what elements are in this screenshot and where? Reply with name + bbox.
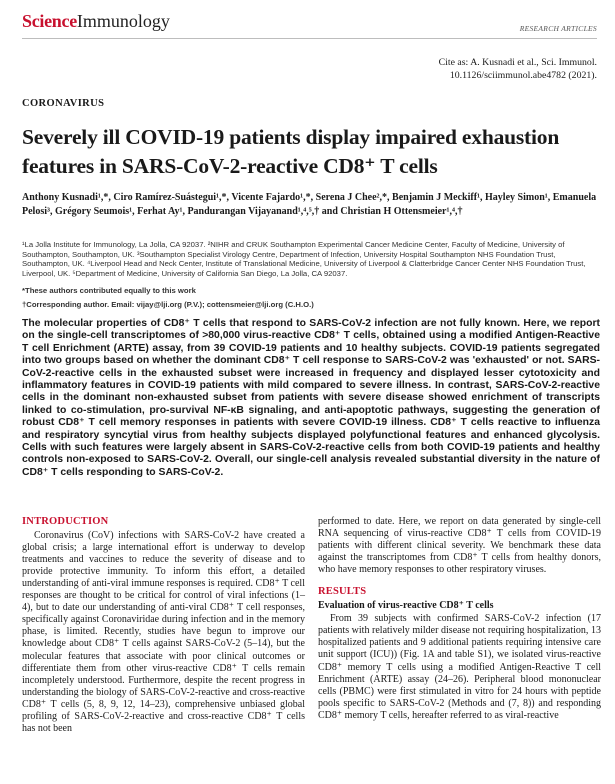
section-label: CORONAVIRUS (22, 98, 105, 109)
author-list: Anthony Kusnadi¹,*, Ciro Ramírez-Suástegui¹,*, Vicente Fajardo¹,*, Serena J Chee²,*, Benjamin J Meckiff¹, Hayley Simon¹, Emanuela Pelosi³, Grégory Seumois¹, Ferhat Ay¹, Pandurangan Vijayanand¹,⁴,⁵,† and Christian H Ottensmeier¹,⁴,† (22, 192, 597, 217)
equal-contribution-note: *These authors contributed equally to this work (22, 286, 196, 295)
results-heading: RESULTS (318, 586, 367, 598)
affiliations: ¹La Jolla Institute for Immunology, La Jolla, CA 92037. ²NIHR and CRUK Southampton Experimental Cancer Medicine Center, Faculty of Medicine, University of Southampton, Southampton, UK. ³Southampton Specialist Virology Centre, Department of Infection, University Hospital Southampton NHS Foundation Trust, Southampton, UK. ⁴Liverpool Head and Neck Center, Institute of Translational Medicine, University of Liverpool & Clatterbridge Cancer Center NHS Foundation Trust, Liverpool, UK. ⁵Department of Medicine, University of California San Diego, La Jolla, CA 92037. (22, 240, 586, 278)
corresponding-author: †Corresponding author. Email: vijay@lji.org (P.V.); cottensmeier@lji.org (C.H.O.) (22, 300, 314, 309)
body-column-right (318, 516, 601, 722)
introduction-continued: performed to date. Here, we report on data generated by single-cell RNA sequencing of virus-reactive CD8⁺ T cells from COVID-19 patients with different clinical severity. We benchmark these data against the transcriptomes from CD8⁺ T cells from healthy donors, who have memory responses to other respiratory viruses. (318, 516, 601, 576)
citation (439, 56, 597, 82)
results-subheading: Evaluation of virus-reactive CD8⁺ T cells (318, 600, 494, 612)
article-type-label: RESEARCH ARTICLES (519, 24, 597, 33)
header-divider (22, 38, 597, 39)
introduction-paragraph: Coronavirus (CoV) infections with SARS-CoV-2 have created a global crisis; a large international effort is underway to develop treatments and vaccines to reduce the severity of disease and to provide protective immunity. To inform this effort, a detailed understanding of anti-viral immune responses is required. CD8⁺ T cell responses are thought to be critical for control of viral infections (1–4), but to date our understanding of anti-viral CD8⁺ T cell responses, specifically against Coronaviridae during infection and in the memory phase, is limited. Recently, studies have begun to improve our knowledge about CD8⁺ T cells against SARS-CoV-2 (5–14), but the molecular features that associate with poor clinical outcomes or differentiate them from other virus-reactive CD8⁺ T cells remain incompletely understood. Furthermore, despite the recent progress in understanding the biology of SARS-CoV-2-reactive and cross-reactive CD8⁺ T cells (5, 8, 9, 12, 14–23), comprehensive unbiased global profiling of SARS-CoV-2-reactive and cross-reactive CD8⁺ T cells has not been (22, 530, 305, 734)
citation-line-1: Cite as: A. Kusnadi et al., Sci. Immunol. (438, 57, 597, 68)
journal-logo: ScienceImmunology (22, 11, 170, 31)
citation-doi: 10.1126/sciimmunol.abe4782 (2021). (449, 70, 597, 81)
introduction-heading: INTRODUCTION (22, 516, 109, 527)
results-paragraph: From 39 subjects with confirmed SARS-CoV-2 infection (17 patients with relatively milder disease not requiring hospitalization, 13 hospitalized patients and 9 additional patients requiring intensive care unit support (ICU)) (Fig. 1A and table S1), we isolated virus-reactive CD8⁺ memory T cells using a modified Antigen-Reactive T cell Enrichment (ARTE) assay (24–26). Peripheral blood mononuclear cells (PBMC) were first stimulated in vitro for 24 hours with peptide pools specific to SARS-CoV-2 (Methods and (7, 8)) and responding CD8⁺ memory T cells, hereafter referred to as viral-reactive (318, 613, 601, 721)
abstract: The molecular properties of CD8⁺ T cells that respond to SARS-CoV-2 infection are not fully known. Here, we report on the single-cell transcriptomes of >80,000 virus-reactive CD8⁺ T cells, obtained using a modified Antigen-Reactive T cell Enrichment (ARTE) assay, from 39 COVID-19 patients and 10 healthy subjects. COVID-19 patients segregated into two groups based on whether the dominant CD8⁺ T cell response to SARS-CoV-2 was 'exhausted' or not. SARS-CoV-2-reactive cells in the exhausted subset were increased in frequency and displayed lesser cytotoxicity and inflammatory features in COVID-19 patients with mild compared to severe illness. In contrast, SARS-CoV-2-reactive cells in the dominant non-exhausted subset from patients with severe disease showed enrichment of transcripts linked to co-stimulation, pro-survival NF-κB signaling, and anti-apoptotic pathways, suggesting the generation of robust CD8⁺ T cell memory responses in patients with severe COVID-19 illness. CD8⁺ T cells reactive to influenza and respiratory syncytial virus from healthy subjects displayed polyfunctional features and enhanced glycolysis. Cells with such features were largely absent in SARS-CoV-2-reactive cells from both COVID-19 patients and healthy controls non-exposed to SARS-CoV-2. Overall, our single-cell analysis revealed substantial diversity in the nature of CD8⁺ T cells responding to SARS-CoV-2. (22, 318, 600, 478)
body-column-left (22, 516, 305, 735)
article-title: Severely ill COVID-19 patients display impaired exhaustion features in SARS-CoV-2-reactive CD8⁺ T cells (22, 125, 560, 178)
